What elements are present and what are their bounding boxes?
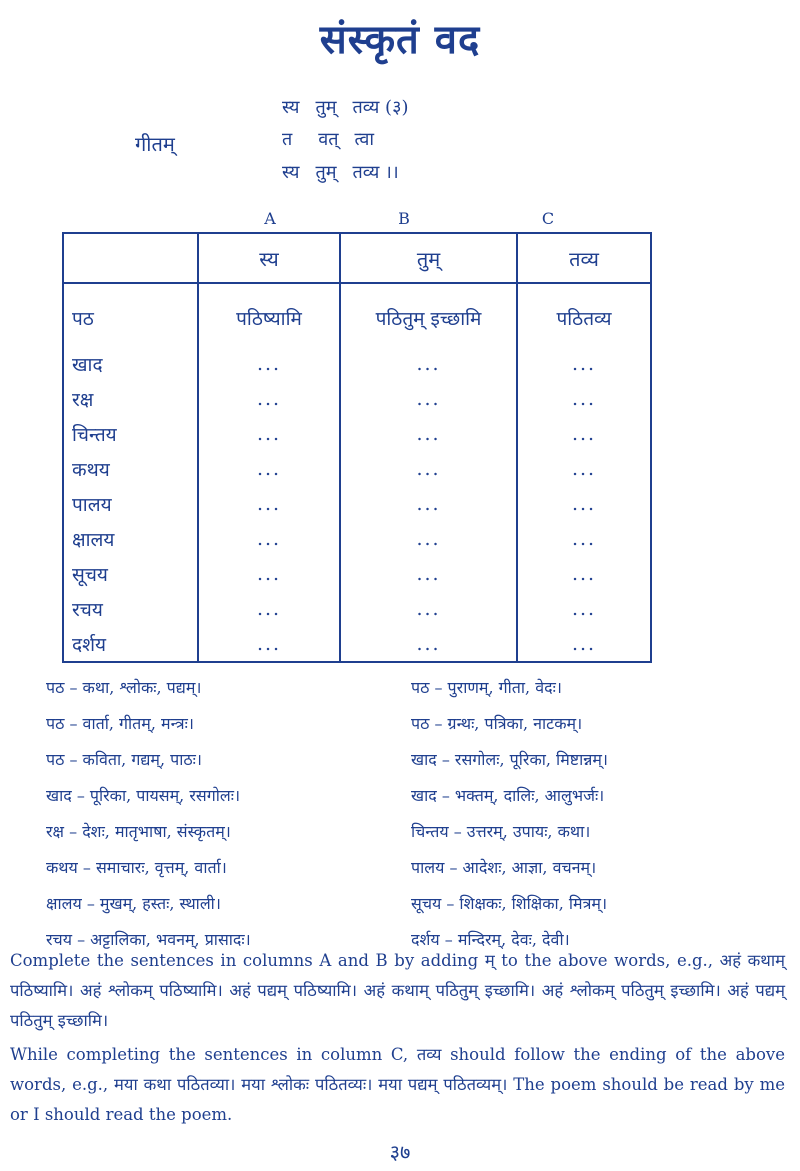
list-item	[46, 784, 766, 820]
answer-cell: ...	[340, 416, 517, 451]
answer-cell: ...	[517, 556, 651, 591]
header-cell	[63, 233, 198, 283]
list-item	[46, 856, 766, 892]
verb-cell: पालय	[63, 486, 198, 521]
answer-cell: ...	[517, 381, 651, 416]
word-pair-left: पठ – कविता, गद्यम्, पाठः।	[46, 750, 202, 769]
verb-cell: कथय	[63, 451, 198, 486]
answer-cell: ...	[198, 556, 340, 591]
column-letter-c: C	[541, 209, 555, 228]
table-row	[63, 556, 651, 591]
answer-cell: ...	[517, 521, 651, 556]
word-pair-right: चिन्तय – उत्तरम्, उपायः, कथा।	[411, 822, 591, 841]
word-pair-left: क्षालय – मुखम्, हस्तः, स्थाली।	[46, 894, 221, 913]
answer-cell: ...	[340, 486, 517, 521]
verb-cell: दर्शय	[63, 626, 198, 662]
answer-cell: पठितव्य	[517, 283, 651, 346]
poem-line-3	[282, 160, 415, 184]
page-title: संस्कृतं वद	[319, 16, 481, 63]
word-pair-left: कथय – समाचारः, वृत्तम्, वार्ता।	[46, 858, 227, 877]
answer-cell: ...	[198, 486, 340, 521]
answer-cell: पठितुम् इच्छामि	[340, 283, 517, 346]
header-cell: तव्य	[517, 233, 651, 283]
answer-cell: ...	[340, 521, 517, 556]
verb-cell: क्षालय	[63, 521, 198, 556]
answer-cell: ...	[517, 591, 651, 626]
answer-cell: ...	[517, 416, 651, 451]
word-pair-right: दर्शय – मन्दिरम्, देवः, देवी।	[411, 930, 570, 949]
column-letter-a: A	[264, 209, 276, 228]
answer-cell: ...	[340, 626, 517, 662]
answer-cell: ...	[198, 451, 340, 486]
word-pair-left: खाद – पूरिका, पायसम्, रसगोलः।	[46, 786, 241, 805]
answer-cell: ...	[517, 346, 651, 381]
answer-cell: ...	[198, 591, 340, 626]
table-row	[63, 486, 651, 521]
instruction-paragraph-2: While completing the sentences in column C, तव्य should follow the ending of the above words, e.g., मया कथा पठितव्या। मया श्लोकः पठितव्यः। मया पद्यम् पठितव्यम्। The poem should be read by me or I should read the poem.	[10, 1045, 785, 1124]
answer-cell: ...	[198, 416, 340, 451]
verb-cell: खाद	[63, 346, 198, 381]
verb-cell: सूचय	[63, 556, 198, 591]
list-item	[46, 820, 766, 856]
table-header-row	[63, 233, 651, 283]
word-pair-left: पठ – वार्ता, गीतम्, मन्त्रः।	[46, 714, 194, 733]
verb-cell: चिन्तय	[63, 416, 198, 451]
list-item	[46, 892, 766, 928]
word-pair-left: पठ – कथा, श्लोकः, पद्यम्।	[46, 678, 202, 697]
verb-cell: पठ	[63, 283, 198, 346]
table-row	[63, 416, 651, 451]
word-pair-right: खाद – भक्तम्, दालिः, आलुभर्जः।	[411, 786, 605, 805]
word-pairs-list	[46, 676, 766, 964]
instruction-paragraph-1: Complete the sentences in columns A and B by adding म् to the above words, e.g., अहं कथाम् पठिष्यामि। अहं श्लोकम् पठिष्यामि। अहं पद्यम् पठिष्यामि। अहं कथाम् पठितुम् इच्छामि। अहं श्लोकम् पठितुम् इच्छामि। अहं पद्यम् पठितुम् इच्छामि।	[10, 951, 785, 1030]
poem-word: तव्य ।।	[352, 162, 399, 183]
header-cell: स्य	[198, 233, 340, 283]
poem-word: तव्य (३)	[352, 97, 409, 118]
page-number: ३७	[389, 1140, 411, 1164]
answer-cell: पठिष्यामि	[198, 283, 340, 346]
table-row	[63, 626, 651, 662]
answer-cell: ...	[340, 381, 517, 416]
poem-line-2	[282, 127, 390, 151]
poem-label: गीतम्	[135, 132, 175, 156]
answer-cell: ...	[517, 451, 651, 486]
verb-cell: रचय	[63, 591, 198, 626]
poem-word: स्य	[282, 97, 300, 118]
answer-cell: ...	[198, 521, 340, 556]
answer-cell: ...	[340, 451, 517, 486]
poem-word: तुम्	[315, 97, 337, 118]
answer-cell: ...	[340, 346, 517, 381]
word-pair-left: रक्ष – देशः, मातृभाषा, संस्कृतम्।	[46, 822, 231, 841]
poem-word: त	[282, 129, 293, 150]
table-row	[63, 283, 651, 346]
word-pair-right: पठ – ग्रन्थः, पत्रिका, नाटकम्।	[411, 714, 583, 733]
table-row	[63, 591, 651, 626]
header-cell: तुम्	[340, 233, 517, 283]
answer-cell: ...	[198, 381, 340, 416]
table-row	[63, 451, 651, 486]
answer-cell: ...	[340, 556, 517, 591]
poem-line-1	[282, 95, 424, 119]
word-pair-right: पालय – आदेशः, आज्ञा, वचनम्।	[411, 858, 597, 877]
verb-cell: रक्ष	[63, 381, 198, 416]
poem-word: स्य	[282, 162, 300, 183]
poem-word: त्वा	[354, 129, 374, 150]
poem-word: तुम्	[315, 162, 337, 183]
conjugation-table	[62, 232, 652, 663]
word-pair-right: पठ – पुराणम्, गीता, वेदः।	[411, 678, 562, 697]
answer-cell: ...	[198, 346, 340, 381]
table-row	[63, 521, 651, 556]
word-pair-left: रचय – अट्टालिका, भवनम्, प्रासादः।	[46, 930, 251, 949]
list-item	[46, 712, 766, 748]
column-letter-b: B	[398, 209, 410, 228]
list-item	[46, 676, 766, 712]
word-pair-right: सूचय – शिक्षकः, शिक्षिका, मित्रम्।	[411, 894, 608, 913]
answer-cell: ...	[517, 486, 651, 521]
table-row	[63, 381, 651, 416]
table-row	[63, 346, 651, 381]
answer-cell: ...	[340, 591, 517, 626]
word-pair-right: खाद – रसगोलः, पूरिका, मिष्टान्नम्।	[411, 750, 608, 769]
answer-cell: ...	[198, 626, 340, 662]
poem-word: वत्	[318, 129, 339, 150]
answer-cell: ...	[517, 626, 651, 662]
list-item	[46, 748, 766, 784]
